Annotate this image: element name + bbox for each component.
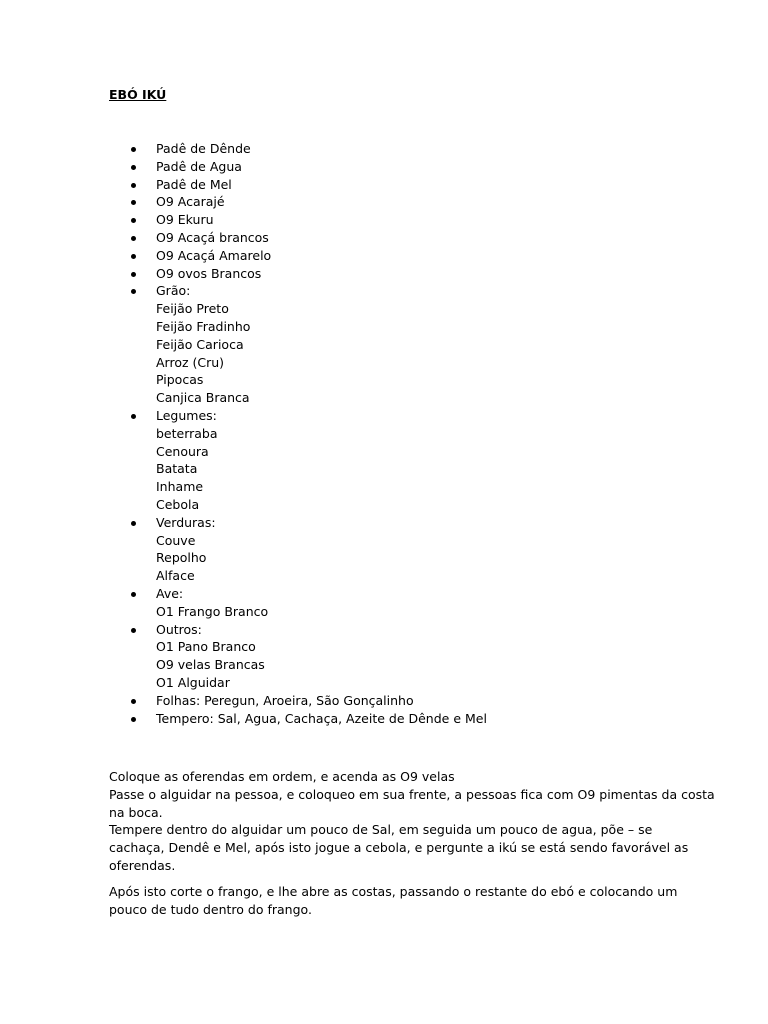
sub-list-item: Arroz (Cru) [156, 354, 225, 370]
sub-list [156, 603, 768, 621]
sub-list-item: Couve [156, 532, 196, 548]
sub-list-item: O1 Alguidar [156, 674, 230, 690]
sub-list-item: Pipocas [156, 372, 204, 388]
bullet-icon [131, 183, 136, 188]
list-item [0, 585, 768, 621]
list-item [0, 621, 768, 692]
paragraph-line: cachaça, Dendê e Mel, após isto jogue a cebola, e pergunte a ikú se está sendo favorável as [109, 840, 689, 856]
list-item-label: Padê de Dênde [156, 141, 251, 156]
list-item-label: Grão: [156, 283, 191, 299]
list-item [0, 692, 768, 710]
bullet-icon [131, 272, 136, 277]
bullet-icon [131, 592, 136, 597]
bullet-icon [131, 147, 136, 152]
list-item-label: O9 Ekuru [156, 212, 214, 228]
bullet-icon [131, 236, 136, 241]
list-item-label: Padê de Mel [156, 176, 232, 192]
list-item-label: Folhas: Peregun, Aroeira, São Gonçalinho [156, 692, 414, 708]
bullet-icon [131, 699, 136, 704]
bullet-icon [131, 165, 136, 170]
sub-list-item: Alface [156, 568, 195, 584]
list-item [0, 211, 768, 229]
bullet-icon [131, 521, 136, 526]
list-item-label: Padê de Agua [156, 158, 242, 174]
sub-list-item: O1 Frango Branco [156, 603, 269, 619]
sub-list-item: Batata [156, 461, 198, 477]
bullet-icon [131, 200, 136, 205]
list-item [0, 407, 768, 514]
list-item [0, 710, 768, 728]
list-item-label: Legumes: [156, 407, 217, 423]
paragraph-line: oferendas. [109, 857, 176, 873]
sub-list-item: Inhame [156, 479, 204, 495]
document-title: EBÓ IKÚ [109, 87, 167, 102]
final-instructions-paragraph [109, 883, 678, 919]
sub-list-item: Cenoura [156, 443, 209, 459]
bullet-icon [131, 289, 136, 294]
list-item [0, 265, 768, 283]
list-item [0, 514, 768, 585]
list-item-label: O9 Acarajé [156, 194, 225, 210]
bullet-icon [131, 254, 136, 259]
sub-list [156, 638, 768, 691]
sub-list-item: Cebola [156, 496, 200, 512]
sub-list-item: Feijão Carioca [156, 336, 244, 352]
list-item [0, 140, 768, 158]
list-item [0, 158, 768, 176]
list-item [0, 282, 768, 407]
bullet-icon [131, 628, 136, 633]
list-item [0, 176, 768, 194]
list-item [0, 247, 768, 265]
offering-list [0, 140, 768, 727]
paragraph-line: pouco de tudo dentro do frango. [109, 901, 312, 917]
paragraph-line: na boca. [109, 804, 163, 820]
sub-list [156, 532, 768, 585]
list-item-label: O9 Acaçá brancos [156, 229, 269, 245]
list-item-label: Outros: [156, 621, 202, 637]
paragraph-line: Tempere dentro do alguidar um pouco de Sal, em seguida um pouco de agua, põe – se [109, 822, 653, 838]
list-item-label: O9 Acaçá Amarelo [156, 247, 272, 263]
sub-list-item: beterraba [156, 425, 218, 441]
list-item [0, 193, 768, 211]
sub-list-item: O9 velas Brancas [156, 657, 265, 673]
list-item-label: Tempero: Sal, Agua, Cachaça, Azeite de Dênde e Mel [156, 710, 487, 726]
sub-list-item: O1 Pano Branco [156, 639, 256, 655]
paragraph-line: Coloque as oferendas em ordem, e acenda as O9 velas [109, 769, 455, 784]
sub-list-item: Canjica Branca [156, 390, 250, 406]
sub-list-item: Feijão Fradinho [156, 318, 251, 334]
bullet-icon [131, 414, 136, 419]
list-item-label: Ave: [156, 585, 184, 601]
list-item-label: O9 ovos Brancos [156, 265, 262, 281]
sub-list [156, 425, 768, 514]
list-item-label: Verduras: [156, 514, 216, 530]
bullet-icon [131, 218, 136, 223]
sub-list [156, 300, 768, 407]
paragraph-line: Passe o alguidar na pessoa, e coloqueo em sua frente, a pessoas fica com O9 pimentas da costa [109, 786, 715, 802]
sub-list-item: Feijão Preto [156, 301, 229, 317]
bullet-icon [131, 717, 136, 722]
list-item [0, 229, 768, 247]
instructions-paragraph [109, 768, 715, 875]
paragraph-line: Após isto corte o frango, e lhe abre as costas, passando o restante do ebó e colocando um [109, 884, 678, 899]
sub-list-item: Repolho [156, 550, 207, 566]
